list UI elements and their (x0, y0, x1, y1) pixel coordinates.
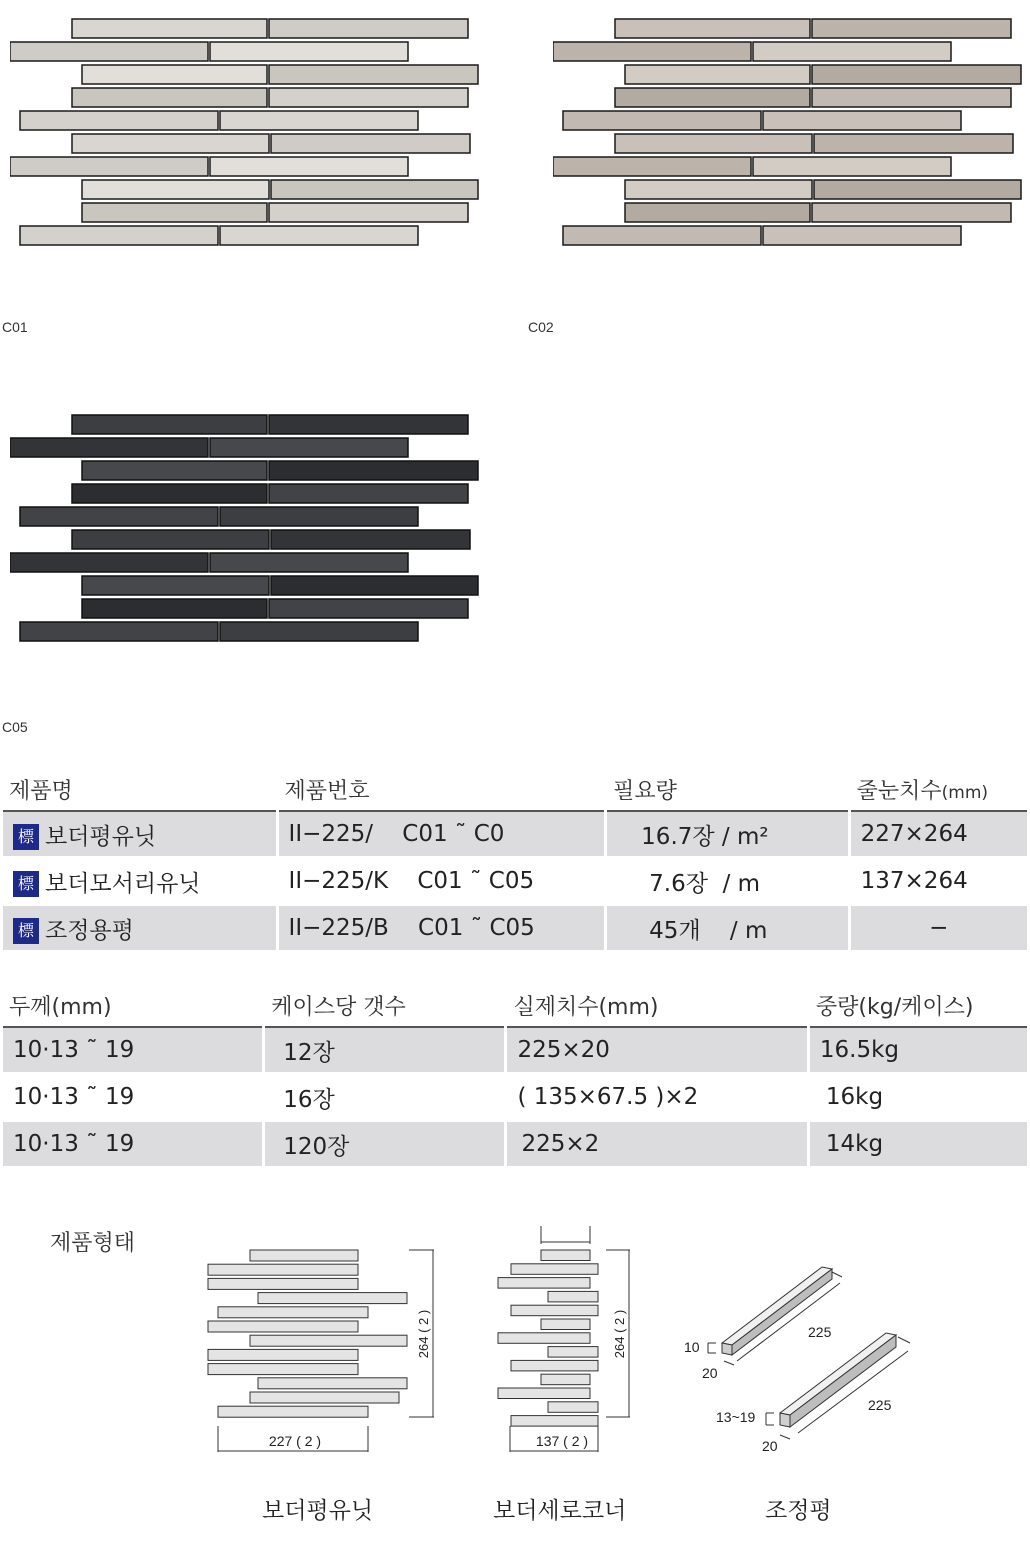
header-count-per-case: 케이스당 갯수 (265, 984, 504, 1028)
tile-strip (82, 576, 269, 595)
flat-unit-bar (208, 1321, 358, 1332)
flat-unit-bar (258, 1378, 407, 1389)
tile-strip (553, 157, 751, 176)
adjust-piece-diagram (680, 1255, 940, 1460)
table-row (3, 1028, 1027, 1075)
swatch-label-c01: C01 (2, 319, 28, 335)
tile-strip (625, 65, 810, 84)
corner-width-label: 137 ( 2 ) (535, 1433, 589, 1449)
tile-strip (553, 42, 751, 61)
tile-strip (269, 65, 478, 84)
spec-table-header (3, 984, 1027, 1028)
corner-unit-bar (511, 1264, 598, 1275)
tile-strip (82, 203, 267, 222)
actual-size: ( 135×67.5 )×2 (507, 1075, 806, 1122)
header-thickness: 두께(mm) (3, 984, 262, 1028)
product-code: II−225/ C01 ˜ C0 (279, 812, 605, 859)
joint-size: − (851, 906, 1027, 953)
flat-unit-bar (250, 1392, 399, 1403)
tile-strip (753, 157, 951, 176)
product-code: II−225/B C01 ˜ C05 (279, 906, 605, 953)
corner-unit-bar (548, 1402, 598, 1413)
adjust-thickness-label-2: 13~19 (716, 1409, 756, 1425)
product-table-header (3, 768, 1027, 812)
standard-badge-icon: 標 (13, 918, 39, 944)
tile-strip (812, 88, 1011, 107)
tile-strip (10, 42, 208, 61)
swatch-label-c02: C02 (528, 319, 554, 335)
flat-unit-bar (258, 1293, 407, 1304)
product-code: II−225/K C01 ˜ C05 (279, 859, 605, 906)
product-name: 조정용평 (45, 917, 134, 944)
table-row (3, 812, 1027, 859)
adjust-width-label-2: 20 (762, 1438, 778, 1454)
header-product-name: 제품명 (3, 768, 276, 812)
tile-strip (20, 111, 218, 130)
tile-strip (269, 415, 468, 434)
actual-size: 225×2 (507, 1122, 806, 1169)
tile-strip (812, 203, 1011, 222)
tile-strip (10, 553, 208, 572)
tile-strip (82, 180, 269, 199)
tile-strip (615, 134, 812, 153)
tile-strip (72, 134, 269, 153)
tile-strip (269, 484, 468, 503)
tile-strip (72, 484, 267, 503)
header-actual-size: 실제치수(mm) (507, 984, 806, 1028)
tile-strip (210, 438, 408, 457)
standard-badge-icon: 標 (13, 871, 39, 897)
corner-unit-bar (541, 1250, 590, 1261)
flat-unit-bar (208, 1364, 358, 1375)
table-row (3, 859, 1027, 906)
header-joint-size: 줄눈치수(mm) (851, 768, 1027, 812)
tile-strip (615, 88, 810, 107)
tile-strip (563, 111, 761, 130)
corner-height-label: 264 ( 2 ) (612, 1309, 627, 1359)
corner-unit-bar (541, 1374, 590, 1385)
count-per-case: 16장 (265, 1075, 504, 1122)
tile-strip (72, 88, 267, 107)
corner-unit-bar (498, 1388, 590, 1399)
joint-size: 227×264 (851, 812, 1027, 859)
tile-strip (814, 180, 1021, 199)
thickness: 10·13 ˜ 19 (3, 1075, 262, 1122)
weight: 16kg (810, 1075, 1027, 1122)
tile-strip (269, 461, 478, 480)
tile-strip (20, 622, 218, 641)
required-qty: 7.6장 / m (607, 859, 847, 906)
tile-strip (220, 226, 418, 245)
product-shape-title: 제품형태 (50, 1231, 136, 1256)
thickness: 10·13 ˜ 19 (3, 1028, 262, 1075)
tile-strip (814, 134, 1013, 153)
corner-unit-bar (511, 1416, 598, 1427)
count-per-case: 12장 (265, 1028, 504, 1075)
corner-unit-bar (548, 1347, 598, 1358)
tile-strip (220, 622, 418, 641)
corner-unit-diagram (490, 1222, 640, 1460)
corner-unit-bar (511, 1305, 598, 1316)
flat-unit-bar (250, 1250, 358, 1261)
tile-strip (72, 19, 267, 38)
tile-strip (82, 65, 267, 84)
header-weight: 중량(kg/케이스) (810, 984, 1027, 1028)
tile-strip (20, 507, 218, 526)
tile-strip (271, 530, 470, 549)
tile-strip (625, 180, 812, 199)
corner-unit-bar (498, 1333, 590, 1344)
tile-strip (210, 42, 408, 61)
standard-badge-icon: 標 (13, 824, 39, 850)
corner-unit-bar (498, 1278, 590, 1289)
adjust-length-label-2: 225 (868, 1397, 892, 1413)
adjust-length-label-1: 225 (808, 1324, 832, 1340)
adjust-piece-caption: 조정평 (765, 1498, 832, 1524)
tile-strip (269, 599, 468, 618)
tile-strip (10, 157, 208, 176)
tile-strip (269, 19, 468, 38)
tile-strip (269, 203, 468, 222)
corner-unit-caption: 보더세로코너 (493, 1498, 627, 1524)
weight: 14kg (810, 1122, 1027, 1169)
flat-unit-bar (208, 1278, 358, 1289)
flat-unit-bar (250, 1335, 407, 1346)
tile-strip (82, 461, 267, 480)
tile-strip (220, 111, 418, 130)
required-qty: 16.7장 / m² (607, 812, 847, 859)
tile-strip (20, 226, 218, 245)
flat-height-label: 264 ( 2 ) (416, 1309, 431, 1359)
thickness: 10·13 ˜ 19 (3, 1122, 262, 1169)
tile-strip (563, 226, 761, 245)
tile-strip (615, 19, 810, 38)
joint-size: 137×264 (851, 859, 1027, 906)
table-row (3, 1122, 1027, 1169)
header-product-code: 제품번호 (279, 768, 605, 812)
adjust-width-label-1: 20 (702, 1365, 718, 1381)
tile-strip (220, 507, 418, 526)
flat-unit-bar (218, 1406, 368, 1417)
flat-unit-bar (208, 1349, 358, 1360)
actual-size: 225×20 (507, 1028, 806, 1075)
adjust-thickness-label-1: 10 (684, 1339, 700, 1355)
tile-strip (271, 134, 470, 153)
corner-unit-bar (548, 1291, 598, 1302)
weight: 16.5kg (810, 1028, 1027, 1075)
tile-strip (210, 157, 408, 176)
tile-strip (271, 576, 478, 595)
tile-strip (72, 530, 269, 549)
tile-strip (72, 415, 267, 434)
tile-strip (625, 203, 810, 222)
flat-unit-diagram (200, 1240, 450, 1460)
tile-strip (753, 42, 951, 61)
tile-strip (812, 19, 1011, 38)
header-required-qty: 필요량 (607, 768, 847, 812)
tile-strip (763, 111, 961, 130)
tile-strip (763, 226, 961, 245)
swatch-label-c05: C05 (2, 719, 28, 735)
table-row (3, 906, 1027, 953)
corner-unit-bar (541, 1319, 590, 1330)
tile-strip (210, 553, 408, 572)
tile-swatch-c05 (10, 414, 485, 654)
table-row (3, 1075, 1027, 1122)
product-table (0, 768, 1030, 953)
spec-table (0, 984, 1030, 1169)
product-name: 보더모서리유닛 (45, 870, 201, 897)
tile-strip (82, 599, 267, 618)
tile-strip (10, 438, 208, 457)
flat-unit-caption: 보더평유닛 (262, 1498, 374, 1524)
tile-strip (269, 88, 468, 107)
flat-unit-bar (218, 1307, 368, 1318)
flat-unit-bar (208, 1264, 358, 1275)
tile-swatch-c02 (553, 18, 1023, 258)
flat-width-label: 227 ( 2 ) (268, 1433, 322, 1449)
product-name: 보더평유닛 (45, 823, 157, 850)
tile-strip (271, 180, 478, 199)
corner-unit-bar (511, 1360, 598, 1371)
count-per-case: 120장 (265, 1122, 504, 1169)
required-qty: 45개 / m (607, 906, 847, 953)
tile-swatch-c01 (10, 18, 485, 258)
tile-strip (812, 65, 1021, 84)
